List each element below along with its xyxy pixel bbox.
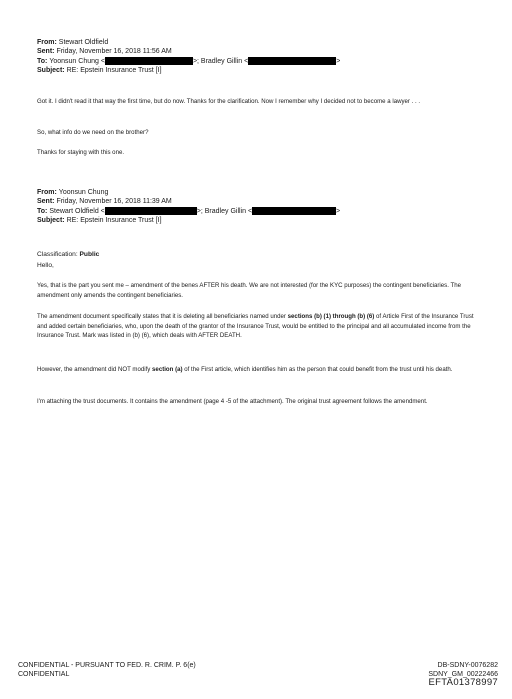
from-value: Yoonsun Chung [58, 189, 109, 196]
sent-value: Friday, November 16, 2018 11:56 AM [56, 48, 172, 56]
bates-number-1: DB-SDNY-0076282 [437, 662, 498, 669]
email2-body-para2: The amendment document specifically states that it is deleting all beneficiaries named under sections (b) (1) through (b) (6) of Article First of the Insurance Trust and added certain beneficiaries, who, upon the death of the grantor of the Insurance Trust, would be entitled to the principal and all accumulated income from the Insurance Trust. Mark was listed in (b) (6), which deals with AFTER DEATH. [37, 313, 474, 340]
redaction-box [105, 207, 197, 215]
to-separator: >; Bradley Gillin < [192, 57, 249, 65]
classification-line [37, 250, 477, 260]
redaction-box [252, 207, 336, 215]
sent-label: Sent: [37, 48, 55, 56]
email1-body-para1: Got it. I didn't read it that way the first time, but do now. Thanks for the clarification. Now I remember why I decided not to become a lawyer . . . [37, 98, 421, 105]
bates-number-2: SDNY_GM_00222466 [428, 670, 498, 678]
to-label: To: [37, 57, 48, 65]
sent-value: Friday, November 16, 2018 11:39 AM [56, 198, 172, 206]
from-label: From: [37, 189, 57, 196]
subject-value: RE: Epstein Insurance Trust [I] [66, 66, 162, 74]
sent-label: Sent: [37, 198, 55, 206]
email2-header [37, 188, 340, 225]
to-recipient-1: Yoonsun Chung < [49, 57, 105, 65]
to-label: To: [37, 207, 48, 215]
greeting: Hello, [37, 262, 54, 269]
classification-label: Classification: [37, 251, 78, 258]
subject-value: RE: Epstein Insurance Trust [I] [66, 216, 162, 224]
subject-label: Subject: [37, 66, 65, 74]
classification-value: Public [79, 251, 100, 258]
email1-body-para2: So, what info do we need on the brother? [37, 129, 149, 136]
to-recipient-1: Stewart Oldfield < [49, 207, 105, 215]
email2-body-para3: However, the amendment did NOT modify section (a) of the First article, which identifies him as the person that could benefit from the trust until his death. [37, 366, 453, 373]
redaction-box [105, 57, 193, 65]
redaction-box [248, 57, 336, 65]
email2-body-para1: Yes, that is the part you sent me – amendment of the benes AFTER his death. We are not interested (for the KYC purposes) the contingent beneficiaries. The amendment only amends the contingent beneficiaries. [37, 282, 461, 299]
to-end: > [336, 207, 341, 215]
confidential-label: CONFIDENTIAL [18, 670, 70, 678]
confidential-notice: CONFIDENTIAL - PURSUANT TO FED. R. CRIM. P. 6(e) [18, 662, 196, 669]
email1-header [37, 38, 340, 75]
to-separator: >; Bradley Gillin < [196, 207, 253, 215]
subject-label: Subject: [37, 216, 65, 224]
footer-right [428, 662, 498, 688]
from-value: Stewart Oldfield [58, 39, 109, 46]
footer-left [18, 662, 196, 679]
to-end: > [336, 57, 341, 65]
from-label: From: [37, 39, 57, 46]
email2-body-para4: I'm attaching the trust documents. It contains the amendment (page 4 -5 of the attachment). The original trust agreement follows the amendment. [37, 398, 428, 405]
bates-number-3: EFTA01378997 [428, 677, 498, 688]
email1-body-para3: Thanks for staying with this one. [37, 149, 125, 156]
